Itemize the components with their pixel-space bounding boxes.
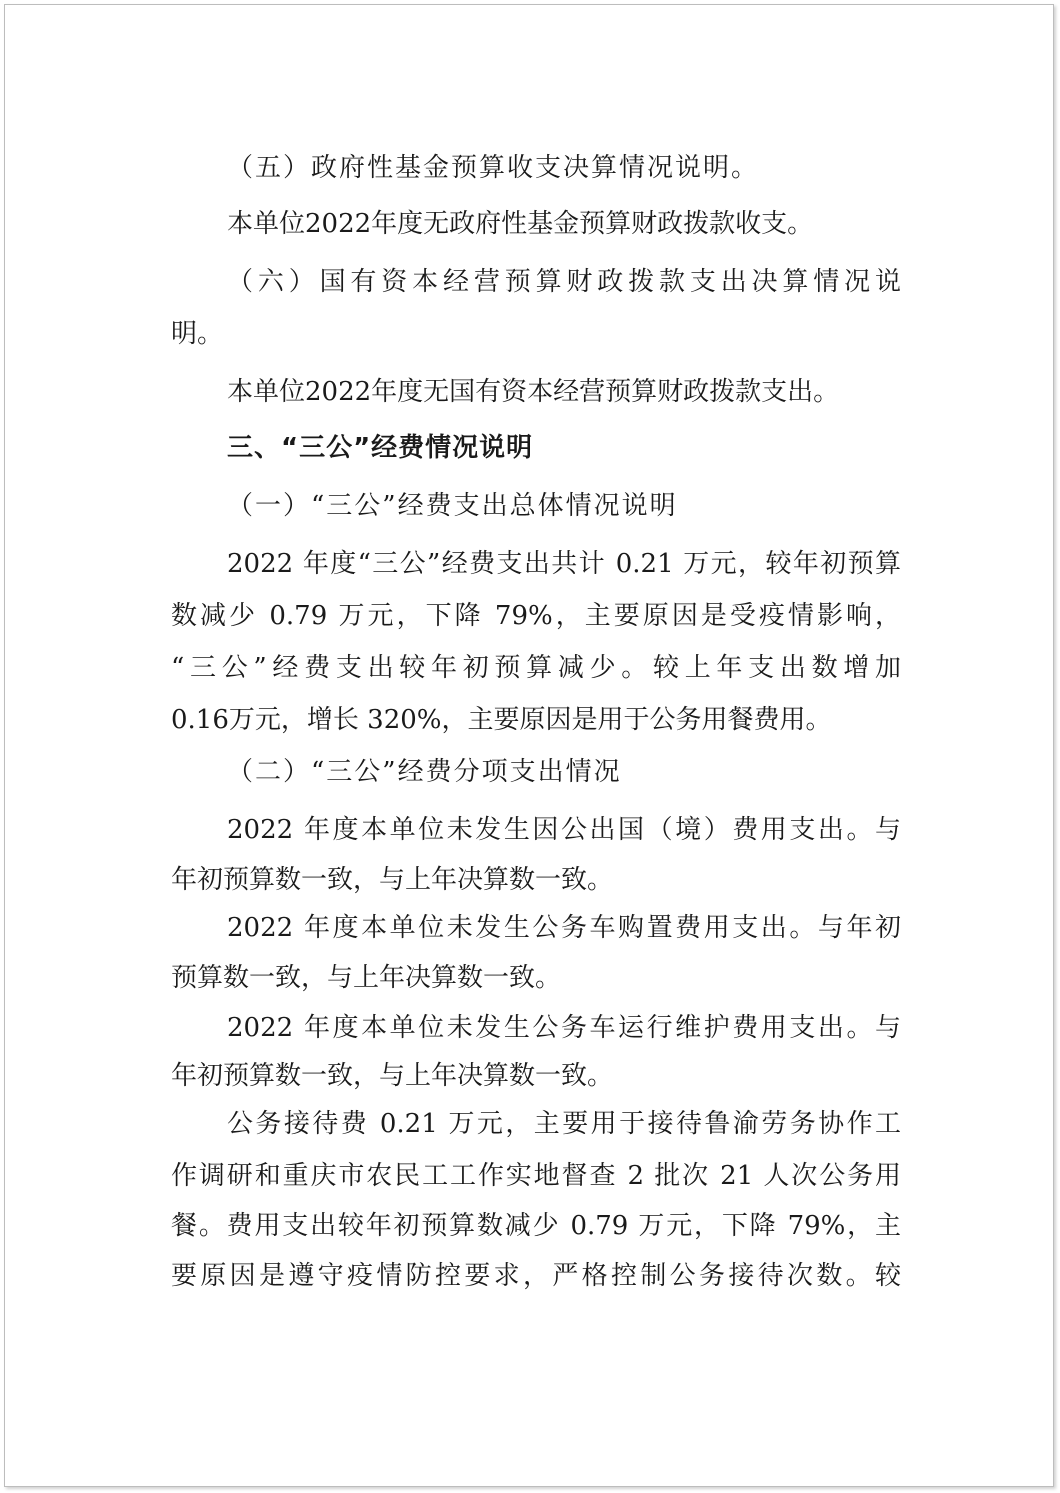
section-heading-5: （五）政府性基金预算收支决算情况说明。 <box>227 153 760 183</box>
paragraph-line: 2022 年度本单位未发生因公出国（境）费用支出。与 <box>227 815 901 845</box>
section-heading-2: （二）“三公”经费分项支出情况 <box>227 757 622 787</box>
section-heading-6-cont: 明。 <box>171 319 224 349</box>
paragraph-line: 2022 年度本单位未发生公务车购置费用支出。与年初 <box>227 913 901 943</box>
paragraph-line: 年初预算数一致，与上年决算数一致。 <box>171 865 614 895</box>
paragraph-line: “三公”经费支出较年初预算减少。较上年支出数增加 <box>171 653 901 683</box>
paragraph-line: 作调研和重庆市农民工工作实地督查 2 批次 21 人次公务用 <box>171 1161 901 1191</box>
paragraph-line: 要原因是遵守疫情防控要求，严格控制公务接待次数。较 <box>171 1261 901 1291</box>
paragraph-line: 餐。费用支出较年初预算数减少 0.79 万元，下降 79%，主 <box>171 1211 901 1241</box>
paragraph-line: 数减少 0.79 万元，下降 79%，主要原因是受疫情影响， <box>171 601 901 631</box>
paragraph-line: 预算数一致，与上年决算数一致。 <box>171 963 562 993</box>
paragraph-line: 0.16万元，增长 320%，主要原因是用于公务用餐费用。 <box>171 705 832 735</box>
paragraph-line: 本单位2022年度无国有资本经营预算财政拨款支出。 <box>227 377 840 407</box>
paragraph-line: 本单位2022年度无政府性基金预算财政拨款收支。 <box>227 209 814 239</box>
paragraph-line: 公务接待费 0.21 万元，主要用于接待鲁渝劳务协作工 <box>227 1109 901 1139</box>
document-page <box>4 4 1054 1487</box>
paragraph-line: 年初预算数一致，与上年决算数一致。 <box>171 1061 614 1091</box>
chapter-heading-3: 三、“三公”经费情况说明 <box>227 433 534 463</box>
section-heading-6: （六）国有资本经营预算财政拨款支出决算情况说 <box>227 267 901 297</box>
paragraph-line: 2022 年度本单位未发生公务车运行维护费用支出。与 <box>227 1013 901 1043</box>
paragraph-line: 2022 年度“三公”经费支出共计 0.21 万元，较年初预算 <box>227 549 901 579</box>
section-heading-1: （一）“三公”经费支出总体情况说明 <box>227 491 678 521</box>
